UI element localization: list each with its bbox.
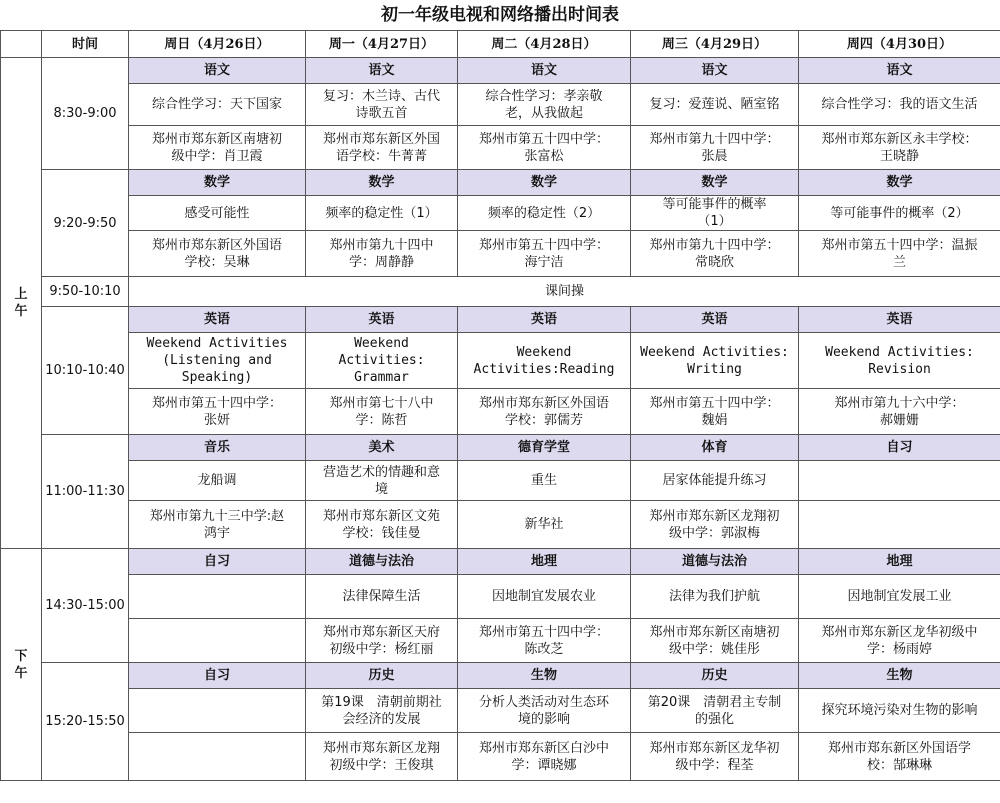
topic-cell — [129, 461, 306, 501]
topic-cell — [458, 196, 631, 231]
topic-row — [1, 84, 1000, 126]
cell-line: 综合性学习：天下国家 — [151, 97, 282, 112]
cell-line: 王晓静 — [879, 148, 919, 164]
time-header: 时间 — [42, 31, 129, 58]
page-title: 初一年级电视和网络播出时间表 — [381, 5, 619, 25]
cell-line: 会经济的发展 — [342, 711, 421, 727]
teacher-cell — [631, 733, 799, 781]
cell-line: 学校：郭儒芳 — [504, 412, 583, 428]
cell-line: 频率的稳定性（1） — [325, 205, 438, 221]
cell-line: 陈改芝 — [524, 641, 564, 657]
cell-line: 频率的稳定性（2） — [487, 205, 601, 221]
subject-cell: 道德与法治 — [631, 549, 799, 575]
cell-line: 复习：爱莲说、陋室铭 — [649, 97, 780, 112]
cell-line: Weekend Activities: — [640, 344, 789, 360]
cell-line: 午 — [14, 665, 28, 681]
cell-line: 郑州市第九十六中学： — [834, 395, 965, 411]
cell-line: 郑州市第五十四中学： — [151, 395, 282, 411]
subject-row — [1, 435, 1000, 461]
cell-line: Activities: — [338, 353, 425, 368]
teacher-cell — [129, 501, 306, 549]
day-header: 周一（4月27日） — [306, 31, 458, 58]
topic-cell — [799, 196, 1000, 231]
section-am — [1, 58, 42, 549]
cell-line: 郑州市第五十四中学： — [478, 624, 609, 640]
cell-line: 郑州市郑东新区南塘初 — [649, 624, 780, 640]
time-slot: 15:20-15:50 — [42, 663, 129, 781]
time-slot: 11:00-11:30 — [42, 435, 129, 549]
subject-cell: 自习 — [129, 549, 306, 575]
cell-line: 探究环境污染对生物的影响 — [821, 703, 978, 718]
cell-line: 诗歌五首 — [355, 105, 408, 121]
subject-cell: 语文 — [799, 58, 1000, 84]
topic-cell — [306, 689, 458, 733]
cell-line: 级中学：姚佳彤 — [668, 641, 760, 657]
day-header: 周二（4月28日） — [458, 31, 631, 58]
topic-cell — [631, 196, 799, 231]
teacher-cell — [306, 501, 458, 549]
day-header: 周三（4月29日） — [631, 31, 799, 58]
subject-cell: 地理 — [799, 549, 1000, 575]
cell-line: 郑州市郑东新区永丰学校： — [821, 131, 978, 147]
teacher-cell — [799, 733, 1000, 781]
topic-cell — [306, 84, 458, 126]
topic-cell — [306, 196, 458, 231]
cell-line: 郑州市第五十四中学： — [649, 395, 780, 411]
subject-cell: 英语 — [799, 307, 1000, 333]
subject-row — [1, 307, 1000, 333]
subject-cell: 美术 — [306, 435, 458, 461]
topic-row — [1, 689, 1000, 733]
topic-cell — [306, 461, 458, 501]
teacher-cell — [458, 231, 631, 277]
topic-cell — [799, 689, 1000, 733]
teacher-cell — [631, 619, 799, 663]
cell-line: 初级中学：杨红丽 — [329, 641, 434, 657]
teacher-cell — [129, 389, 306, 435]
cell-line: 综合性学习：孝亲敬 — [485, 88, 603, 104]
cell-line: 郑州市第九十四中学： — [649, 131, 780, 147]
teacher-cell — [799, 389, 1000, 435]
cell-line: Weekend Activities: — [825, 344, 974, 360]
topic-row — [1, 333, 1000, 389]
cell-line: 法律为我们护航 — [668, 589, 760, 604]
topic-cell — [799, 84, 1000, 126]
cell-line: 学：陈哲 — [355, 412, 408, 428]
cell-line: 郑州市郑东新区龙华初级中 — [821, 624, 978, 640]
cell-line: 郑州市第五十四中学：温振 — [821, 237, 978, 253]
cell-line: 郑州市第五十四中学： — [478, 237, 609, 253]
time-slot: 8:30-9:00 — [42, 58, 129, 170]
cell-line: 午 — [14, 304, 28, 319]
time-slot: 9:20-9:50 — [42, 170, 129, 277]
topic-cell — [458, 333, 631, 389]
topic-cell — [631, 575, 799, 619]
teacher-cell — [458, 126, 631, 170]
cell-line: 综合性学习：我的语文生活 — [821, 97, 978, 112]
cell-line: 郑州市郑东新区外国语学 — [827, 740, 971, 756]
subject-cell: 道德与法治 — [306, 549, 458, 575]
cell-line: 重生 — [530, 473, 557, 488]
subject-cell: 数学 — [799, 170, 1000, 196]
cell-line: Weekend — [354, 336, 409, 351]
subject-cell: 生物 — [458, 663, 631, 689]
subject-cell: 英语 — [306, 307, 458, 333]
teacher-cell — [631, 389, 799, 435]
cell-line: 第20课 清朝君主专制 — [647, 694, 782, 710]
cell-line: 等可能事件的概率 — [662, 197, 767, 212]
subject-cell: 地理 — [458, 549, 631, 575]
cell-line: 级中学：郭淑梅 — [668, 525, 760, 541]
header-row — [1, 31, 1000, 58]
subject-cell: 生物 — [799, 663, 1000, 689]
cell-line: 郑州市郑东新区外国语 — [151, 237, 282, 253]
cell-line: 学：周静静 — [348, 254, 414, 270]
subject-row — [1, 549, 1000, 575]
cell-line: 郑州市第九十三中学:赵 — [149, 508, 285, 524]
teacher-cell — [458, 389, 631, 435]
topic-cell — [458, 575, 631, 619]
subject-row — [1, 663, 1000, 689]
subject-cell: 德育学堂 — [458, 435, 631, 461]
cell-line: 魏娟 — [701, 412, 728, 428]
teacher-row — [1, 619, 1000, 663]
cell-line: 语学校：牛菁菁 — [335, 148, 427, 164]
cell-line: 第19课 清朝前期社 — [321, 694, 442, 710]
cell-line: 郝姗姗 — [879, 412, 919, 428]
cell-line: 海宁洁 — [524, 254, 564, 270]
topic-row — [1, 461, 1000, 501]
teacher-cell — [306, 619, 458, 663]
topic-row — [1, 575, 1000, 619]
cell-line: 感受可能性 — [184, 205, 250, 221]
topic-cell — [306, 575, 458, 619]
cell-line: 郑州市第七十八中 — [329, 395, 434, 411]
teacher-cell — [129, 126, 306, 170]
cell-line: 等可能事件的概率（2） — [830, 205, 969, 221]
cell-line: 校：郜琳琳 — [866, 757, 932, 773]
teacher-row — [1, 126, 1000, 170]
cell-line: 级中学：肖卫霞 — [171, 148, 263, 164]
teacher-cell — [306, 231, 458, 277]
cell-line: 因地制宜发展工业 — [847, 589, 952, 604]
cell-line: 鸿宇 — [203, 525, 230, 541]
topic-cell — [631, 84, 799, 126]
teacher-cell — [129, 231, 306, 277]
break-row — [1, 277, 1000, 307]
subject-cell: 英语 — [631, 307, 799, 333]
time-slot: 14:30-15:00 — [42, 549, 129, 663]
cell-line: 学校：吴琳 — [184, 254, 250, 270]
cell-line: 郑州市郑东新区文苑 — [322, 508, 440, 524]
cell-line: 下 — [14, 648, 28, 664]
subject-cell: 语文 — [631, 58, 799, 84]
cell-line: 分析人类活动对生态环 — [478, 694, 609, 710]
cell-line: Activities:Reading — [473, 361, 615, 377]
teacher-cell — [306, 733, 458, 781]
topic-cell — [631, 333, 799, 389]
subject-cell: 自习 — [129, 663, 306, 689]
subject-cell: 语文 — [458, 58, 631, 84]
cell-line: 因地制宜发展农业 — [491, 589, 596, 604]
day-header: 周四（4月30日） — [799, 31, 1000, 58]
subject-cell: 语文 — [129, 58, 306, 84]
topic-cell — [799, 333, 1000, 389]
teacher-cell — [129, 619, 306, 663]
cell-line: 郑州市郑东新区天府 — [322, 624, 440, 640]
cell-line: 张妍 — [203, 412, 230, 428]
topic-cell — [799, 575, 1000, 619]
teacher-cell — [631, 231, 799, 277]
topic-cell — [129, 689, 306, 733]
subject-cell: 数学 — [129, 170, 306, 196]
topic-cell — [631, 689, 799, 733]
topic-cell — [129, 196, 306, 231]
cell-line: 上 — [14, 287, 28, 302]
subject-cell: 数学 — [458, 170, 631, 196]
subject-cell: 历史 — [306, 663, 458, 689]
teacher-cell — [458, 619, 631, 663]
teacher-cell — [799, 619, 1000, 663]
subject-cell: 语文 — [306, 58, 458, 84]
cell-line: 学校：钱佳曼 — [342, 525, 421, 541]
cell-line: 营造艺术的情趣和意 — [322, 464, 440, 480]
cell-line: 初级中学：王俊琪 — [329, 757, 434, 773]
topic-cell — [458, 84, 631, 126]
teacher-cell — [631, 126, 799, 170]
teacher-row — [1, 389, 1000, 435]
teacher-row — [1, 733, 1000, 781]
cell-line: 学：杨雨婷 — [866, 641, 932, 657]
corner-cell — [1, 31, 42, 58]
teacher-cell — [458, 733, 631, 781]
cell-line: 郑州市第五十四中学： — [478, 131, 609, 147]
topic-cell — [458, 689, 631, 733]
cell-line: 郑州市郑东新区龙翔初 — [649, 508, 780, 524]
cell-line: 郑州市郑东新区外国 — [322, 131, 440, 147]
cell-line: 兰 — [892, 254, 906, 270]
subject-cell: 历史 — [631, 663, 799, 689]
topic-row — [1, 196, 1000, 231]
subject-cell: 英语 — [458, 307, 631, 333]
cell-line: Weekend Activities — [146, 336, 288, 351]
cell-line: 的强化 — [694, 711, 734, 727]
cell-line: Weekend — [516, 344, 572, 360]
cell-line: 境的影响 — [517, 711, 570, 727]
topic-cell — [458, 461, 631, 501]
subject-cell: 音乐 — [129, 435, 306, 461]
subject-cell: 自习 — [799, 435, 1000, 461]
teacher-cell — [306, 389, 458, 435]
cell-line: 郑州市第九十四中 — [329, 237, 434, 253]
cell-line: (Listening and — [162, 353, 272, 368]
cell-line: 常晓欣 — [694, 254, 734, 270]
topic-cell — [129, 333, 306, 389]
teacher-cell — [129, 733, 306, 781]
cell-line: 新华社 — [524, 517, 564, 532]
subject-row — [1, 58, 1000, 84]
subject-cell: 数学 — [631, 170, 799, 196]
cell-line: 龙船调 — [197, 473, 237, 488]
subject-cell: 体育 — [631, 435, 799, 461]
cell-line: 老，从我做起 — [504, 105, 583, 121]
topic-cell — [631, 461, 799, 501]
cell-line: Speaking) — [181, 370, 253, 385]
cell-line: 级中学：程荃 — [675, 757, 754, 773]
teacher-cell — [458, 501, 631, 549]
cell-line: 法律保障生活 — [342, 589, 421, 604]
teacher-cell — [799, 126, 1000, 170]
teacher-cell — [631, 501, 799, 549]
topic-cell — [306, 333, 458, 389]
cell-line: 学：谭晓娜 — [511, 757, 577, 773]
topic-cell — [129, 575, 306, 619]
subject-row — [1, 170, 1000, 196]
time-slot: 10:10-10:40 — [42, 307, 129, 435]
teacher-cell — [799, 231, 1000, 277]
cell-line: 境 — [374, 481, 388, 497]
topic-cell — [799, 461, 1000, 501]
cell-line: Revision — [868, 361, 931, 377]
cell-line: （1） — [697, 214, 732, 229]
cell-line: 郑州市郑东新区白沙中 — [478, 740, 609, 756]
subject-cell: 英语 — [129, 307, 306, 333]
teacher-cell — [799, 501, 1000, 549]
cell-line: 张富松 — [524, 148, 564, 164]
cell-line: 郑州市郑东新区龙翔 — [322, 740, 440, 756]
cell-line: 居家体能提升练习 — [662, 473, 767, 488]
cell-line: Writing — [687, 361, 742, 377]
cell-line: 郑州市郑东新区外国语 — [478, 395, 609, 411]
section-pm — [1, 549, 42, 781]
cell-line: 复习：木兰诗、古代 — [322, 88, 440, 104]
cell-line: 郑州市郑东新区南塘初 — [151, 131, 282, 147]
cell-line: 郑州市郑东新区龙华初 — [649, 740, 780, 756]
teacher-row — [1, 501, 1000, 549]
cell-line: Grammar — [354, 370, 409, 385]
teacher-row — [1, 231, 1000, 277]
teacher-cell — [306, 126, 458, 170]
break-time: 9:50-10:10 — [42, 277, 129, 307]
day-header: 周日（4月26日） — [129, 31, 306, 58]
topic-cell — [129, 84, 306, 126]
cell-line: 张晨 — [701, 148, 728, 164]
cell-line: 郑州市第九十四中学： — [649, 237, 780, 253]
subject-cell: 数学 — [306, 170, 458, 196]
schedule-table — [0, 30, 1000, 781]
break-label: 课间操 — [129, 277, 1000, 307]
